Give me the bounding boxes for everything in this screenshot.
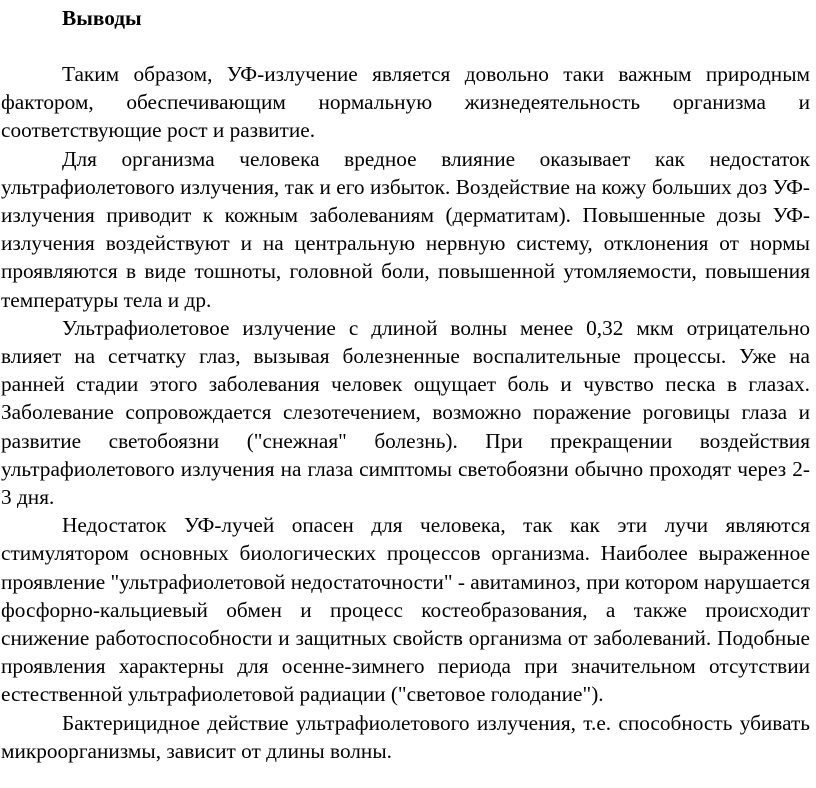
paragraph-uv-deficiency: Недостаток УФ-лучей опасен для человека, так как эти лучи являются стимулятором основных биологических процессов организма. Наиболее выраженное проявление "ультрафиолетовой недостаточности" - авитаминоз, при котором нарушается фосфорно-кальциевый обмен и процесс костеобразования, а также происходит снижение работоспособности и защитных свойств организма от заболеваний. Подобные проявления характерны для осенне-зимнего периода при значительном отсутствии естественной ультрафиолетовой радиации ("световое голодание").: [1, 513, 810, 707]
paragraph-conclusion: Таким образом, УФ-излучение является довольно таки важным природным фактором, обеспечивающим нормальную жизнедеятельность организма и соответствующие рост и развитие.: [1, 62, 810, 143]
paragraph-harmful-effects: Для организма человека вредное влияние оказывает как недостаток ультрафиолетового излучения, так и его избыток. Воздействие на кожу больших доз УФ-излучения приводит к кожным заболеваниям (дерматитам). Повышенные дозы УФ-излучения воздействуют и на центральную нервную систему, отклонения от нормы проявляются в виде тошноты, головной боли, повышенной утомляемости, повышения температуры тела и др.: [1, 146, 810, 312]
paragraph-bactericidal-action: Бактерицидное действие ультрафиолетового излучения, т.е. способность убивать микроорганизмы, зависит от длины волны.: [1, 710, 810, 763]
section-heading: Выводы: [62, 6, 142, 30]
paragraph-eye-effects: Ультрафиолетовое излучение с длиной волны менее 0,32 мкм отрицательно влияет на сетчатку глаз, вызывая болезненные воспалительные процессы. Уже на ранней стадии этого заболевания человек ощущает боль и чувство песка в глазах. Заболевание сопровождается слезотечением, возможно поражение роговицы глаза и развитие светобоязни ("снежная" болезнь). При прекращении воздействия ультрафиолетового излучения на глаза симптомы светобоязни обычно проходят через 2-3 дня.: [1, 315, 810, 510]
